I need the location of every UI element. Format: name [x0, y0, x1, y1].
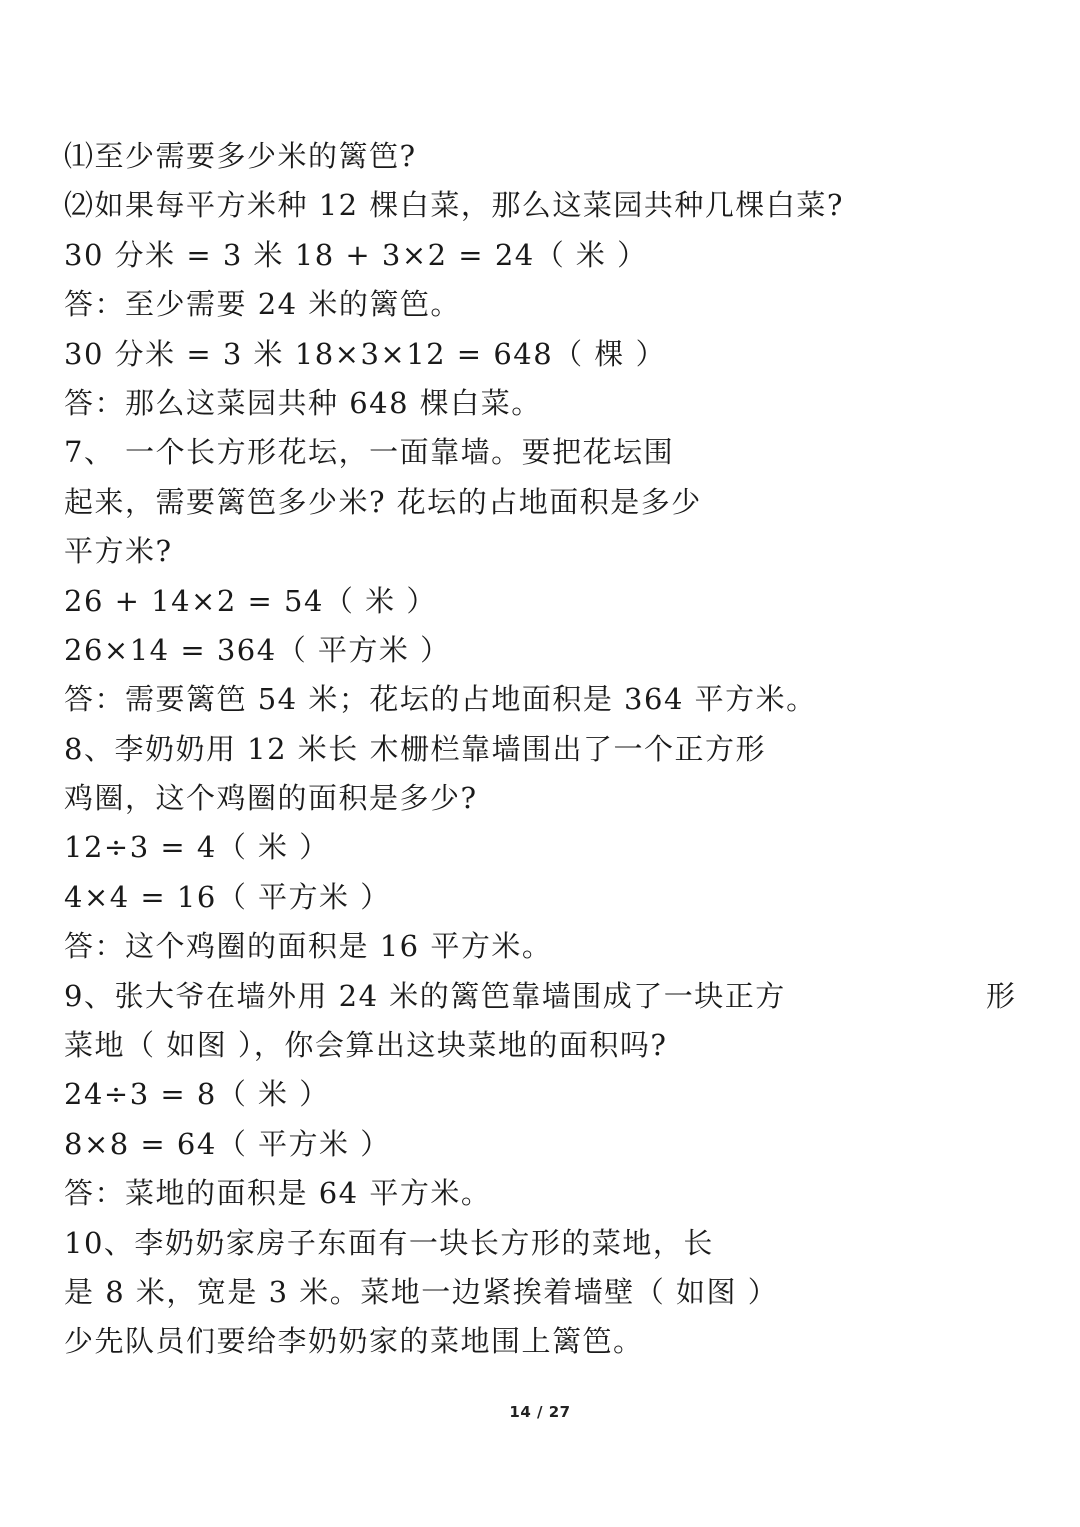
document-body — [64, 132, 1024, 1367]
answer-line: 答：需要篱笆 54 米；花坛的占地面积是 364 平方米。 — [64, 682, 817, 717]
question-8-line: 8、李奶奶用 12 米长 木栅栏靠墙围出了一个正方形 — [64, 731, 767, 766]
answer-line: 答：菜地的面积是 64 平方米。 — [64, 1176, 492, 1211]
question-7-line: 平方米? — [64, 534, 173, 569]
question-9-line: 菜地（ 如图 ），你会算出这块菜地的面积吗? — [64, 1028, 668, 1063]
solution-line: 24÷3 = 8（ 米 ） — [64, 1077, 330, 1112]
question-10-line: 是 8 米，宽是 3 米。菜地一边紧挨着墙壁（ 如图 ） — [64, 1274, 779, 1309]
solution-line: 4×4 = 16（ 平方米 ） — [64, 879, 391, 914]
solution-line: 30 分米 = 3 米 18×3×12 = 648（ 棵 ） — [64, 336, 667, 371]
answer-line: 答：至少需要 24 米的篱笆。 — [64, 287, 461, 322]
solution-line: 26 + 14×2 = 54（ 米 ） — [64, 583, 437, 618]
question-10-line: 少先队员们要给李奶奶家的菜地围上篱笆。 — [64, 1324, 644, 1359]
question-9-line — [64, 972, 1024, 1021]
solution-line: 8×8 = 64（ 平方米 ） — [64, 1126, 391, 1161]
question-8-line: 鸡圈，这个鸡圈的面积是多少? — [64, 781, 478, 816]
solution-line: 12÷3 = 4（ 米 ） — [64, 830, 330, 865]
page-number: 14 / 27 — [509, 1403, 571, 1421]
question-line: ⑴至少需要多少米的篱笆? — [64, 139, 417, 173]
answer-line: 答：那么这菜园共种 648 棵白菜。 — [64, 385, 542, 420]
question-7-line: 起来，需要篱笆多少米? 花坛的占地面积是多少 — [64, 484, 702, 519]
question-7-line: 7、 一个长方形花坛，一面靠墙。要把花坛围 — [64, 435, 675, 470]
question-10-line: 10、李奶奶家房子东面有一块长方形的菜地，长 — [64, 1225, 714, 1260]
question-line: ⑵如果每平方米种 12 棵白菜，那么这菜园共种几棵白菜? — [64, 188, 844, 223]
answer-line: 答：这个鸡圈的面积是 16 平方米。 — [64, 929, 553, 964]
solution-line: 30 分米 = 3 米 18 + 3×2 = 24（ 米 ） — [64, 237, 648, 272]
solution-line: 26×14 = 364（ 平方米 ） — [64, 632, 451, 667]
question-9-trailing-char: 形 — [986, 978, 1017, 1013]
question-9-text: 9、张大爷在墙外用 24 米的篱笆靠墙围成了一块正方 — [64, 978, 786, 1013]
